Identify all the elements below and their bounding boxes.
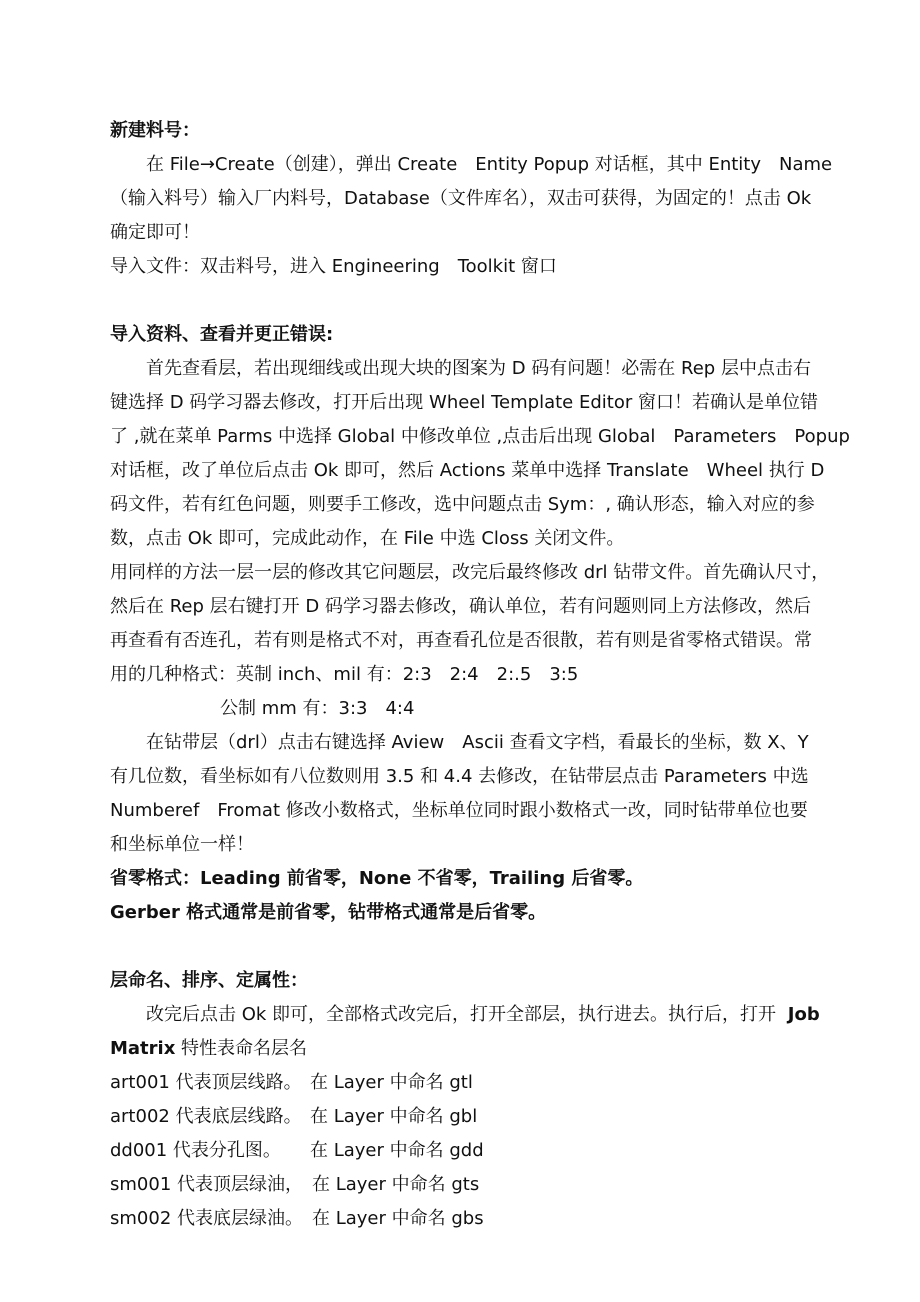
paragraph-line: 确定即可！ — [110, 222, 200, 243]
layer-desc: sm002 代表底层绿油。 — [110, 1208, 303, 1229]
paragraph-text: 特性表命名层名 — [175, 1038, 308, 1059]
layer-desc: sm001 代表顶层绿油， — [110, 1174, 303, 1195]
paragraph-line: 用同样的方法一层一层的修改其它问题层，改完后最终修改 drl 钻带文件。首先确认尺寸， — [110, 562, 830, 583]
paragraph-line: 和坐标单位一样！ — [110, 834, 254, 855]
paragraph-line: 对话框，改了单位后点击 Ok 即可，然后 Actions 菜单中选择 Translate Wheel 执行 D — [110, 460, 825, 481]
note-zero-format: 省零格式：Leading 前省零，None 不省零，Trailing 后省零。 — [110, 868, 644, 889]
layer-desc: dd001 代表分孔图。 — [110, 1140, 281, 1161]
paragraph-text: 改完后点击 Ok 即可，全部格式改完后，打开全部层，执行进去。执行后，打开 — [146, 1004, 777, 1025]
layer-list-item — [110, 1071, 473, 1095]
heading-import-check: 导入资料、查看并更正错误: — [110, 324, 334, 345]
paragraph-line: 然后在 Rep 层右键打开 D 码学习器去修改，确认单位，若有问题则同上方法修改，然后 — [110, 596, 811, 617]
paragraph-line: Numberef Fromat 修改小数格式，坐标单位同时跟小数格式一改，同时钻带单位也要 — [110, 800, 808, 821]
note-gerber-format: Gerber 格式通常是前省零，钻带格式通常是后省零。 — [110, 902, 547, 923]
layer-list-item — [110, 1105, 478, 1129]
paragraph-line: 在钻带层（drl）点击右键选择 Aview Ascii 查看文字档，看最长的坐标，数 X、Y — [146, 732, 809, 753]
matrix-label: Matrix — [110, 1038, 176, 1059]
paragraph-line: 用的几种格式：英制 inch、mil 有：2:3 2:4 2:.5 3:5 — [110, 664, 579, 685]
layer-rule: 在 Layer 中命名 gtl — [310, 1072, 473, 1093]
paragraph-line: 数，点击 Ok 即可，完成此动作，在 File 中选 Closs 关闭文件。 — [110, 528, 625, 549]
paragraph-line: 首先查看层，若出现细线或出现大块的图案为 D 码有问题！必需在 Rep 层中点击右 — [146, 358, 811, 379]
layer-rule: 在 Layer 中命名 gdd — [310, 1140, 484, 1161]
paragraph-line: 公制 mm 有：3:3 4:4 — [220, 698, 415, 719]
layer-rule: 在 Layer 中命名 gbs — [312, 1208, 484, 1229]
paragraph-line: 在 File→Create（创建），弹出 Create Entity Popup 对话框，其中 Entity Name — [146, 154, 833, 175]
heading-new-part-number: 新建料号： — [110, 120, 200, 141]
heading-layer-naming: 层命名、排序、定属性： — [110, 970, 308, 991]
paragraph-line: （输入料号）输入厂内料号，Database（文件库名），双击可获得，为固定的！点击 Ok — [110, 188, 812, 209]
paragraph-line: 键选择 D 码学习器去修改，打开后出现 Wheel Template Editor 窗口！若确认是单位错 — [110, 392, 818, 413]
layer-rule: 在 Layer 中命名 gts — [312, 1174, 480, 1195]
paragraph-line — [110, 1037, 307, 1061]
paragraph-line: 再查看有否连孔，若有则是格式不对，再查看孔位是否很散，若有则是省零格式错误。常 — [110, 630, 812, 651]
paragraph-line: 了 ,就在菜单 Parms 中选择 Global 中修改单位 ,点击后出现 Global Parameters Popup — [110, 426, 850, 447]
paragraph-line: 导入文件：双击料号，进入 Engineering Toolkit 窗口 — [110, 256, 557, 277]
paragraph-line: 码文件，若有红色问题，则要手工修改，选中问题点击 Sym：, 确认形态，输入对应的参 — [110, 494, 815, 515]
paragraph-line: 有几位数，看坐标如有八位数则用 3.5 和 4.4 去修改，在钻带层点击 Parameters 中选 — [110, 766, 809, 787]
layer-desc: art002 代表底层线路。 — [110, 1106, 302, 1127]
layer-list-item — [110, 1207, 484, 1231]
layer-list-item — [110, 1173, 480, 1197]
job-label: Job — [787, 1004, 820, 1025]
layer-rule: 在 Layer 中命名 gbl — [310, 1106, 478, 1127]
layer-desc: art001 代表顶层线路。 — [110, 1072, 302, 1093]
paragraph-line — [146, 1003, 820, 1027]
layer-list-item — [110, 1139, 484, 1163]
